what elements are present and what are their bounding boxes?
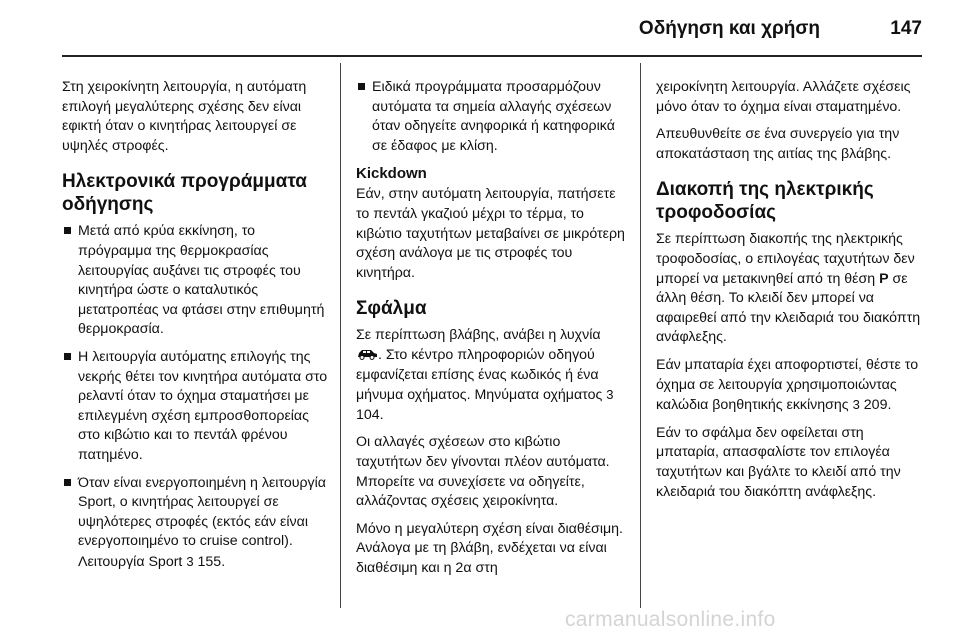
page-reference[interactable]: 155. bbox=[197, 553, 226, 570]
column-1 bbox=[62, 78, 332, 580]
section-heading-power-failure: Διακοπή της ηλεκτρικής τροφοδοσίας bbox=[656, 179, 874, 224]
program-list-continued bbox=[356, 78, 626, 156]
battery-paragraph bbox=[656, 356, 926, 416]
column-divider bbox=[340, 63, 341, 608]
column-2 bbox=[356, 78, 626, 586]
program-list bbox=[62, 222, 332, 572]
bullet-square bbox=[64, 353, 71, 360]
continued-paragraph: χειροκίνητη λειτουργία. Αλλάζετε σχέσεις μόνο όταν το όχημα είναι σταματημένο. bbox=[656, 79, 911, 115]
power-text-b: σε άλλη θέση. Το κλειδί δεν μπορεί να αφαιρεθεί από την κλειδαριά του διακόπτη ανάφλεξης. bbox=[656, 270, 921, 346]
list-item-text: Όταν είναι ενεργοποιημένη η λειτουργία Sport, ο κινητήρας λειτουργεί σε υψηλότερες στροφές (εκτός εάν είναι ενεργοποιημένο το cruise control). Λειτουργία Sport bbox=[78, 474, 327, 570]
section-heading-programs: Ηλεκτρονικά προγράμματα οδήγησης bbox=[62, 171, 307, 216]
bullet-square bbox=[64, 227, 71, 234]
bullet-square bbox=[358, 83, 365, 90]
page-header-title: Οδήγηση και χρήση bbox=[638, 18, 820, 39]
list-item-text: Ειδικά προγράμματα προσαρμόζουν αυτόματα τα σημεία αλλαγής σχέσεων όταν οδηγείτε ανηφορικά ή κατηφορικά σε έδαφος με κλίση. bbox=[372, 79, 615, 154]
fault-paragraph bbox=[356, 326, 626, 425]
page-header bbox=[0, 0, 960, 48]
page-reference[interactable]: 209. bbox=[863, 397, 892, 414]
page-number: 147 bbox=[890, 18, 922, 39]
list-item-text: Η λειτουργία αυτόματης επιλογής της νεκρής θέτει τον κινητήρα αυτόματα στο ρελαντί όταν το όχημα σταματήσει με επιλεγμένη σχέση εμπροσθοπορείας στο κιβώτιο και το πεντάλ φρένου πατημένο. bbox=[78, 348, 328, 463]
workshop-paragraph: Απευθυνθείτε σε ένα συνεργείο για την αποκατάσταση της αιτίας της βλάβης. bbox=[656, 126, 900, 162]
list-item bbox=[62, 474, 332, 573]
list-item-text: Μετά από κρύα εκκίνηση, το πρόγραμμα της θερμοκρασίας λειτουργίας αυξάνει τις στροφές του κινητήρα ώστε ο καταλυτικός μετατροπέας να φτάσει στην επιθυμητή θερμοκρασία. bbox=[78, 223, 325, 338]
header-rule bbox=[62, 55, 922, 57]
section-heading-fault: Σφάλμα bbox=[356, 298, 427, 320]
watermark: carmanualsonline.info bbox=[565, 608, 776, 631]
page-reference-icon[interactable]: 3 bbox=[186, 553, 194, 569]
list-item bbox=[62, 348, 332, 466]
column-divider bbox=[640, 63, 641, 608]
fault-text-a: Σε περίπτωση βλάβης, ανάβει η λυχνία bbox=[356, 327, 601, 344]
bullet-square bbox=[64, 479, 71, 486]
car-fault-icon bbox=[356, 348, 378, 360]
page-reference[interactable]: 104. bbox=[356, 406, 384, 423]
page-reference-icon[interactable]: 3 bbox=[606, 387, 614, 403]
intro-paragraph: Στη χειροκίνητη λειτουργία, η αυτόματη επιλογή μεγαλύτερης σχέσης δεν είναι εφικτή όταν ο κινητήρας λειτουργεί σε υψηλές στροφές. bbox=[62, 79, 307, 154]
column-3 bbox=[656, 78, 926, 510]
page-reference-icon[interactable]: 3 bbox=[852, 397, 860, 413]
power-text-a: Σε περίπτωση διακοπής της ηλεκτρικής τροφοδοσίας, ο επιλογέας ταχυτήτων δεν μπορεί να μετακινηθεί από τη θέση bbox=[656, 231, 915, 287]
park-position-label: P bbox=[879, 270, 889, 287]
unlock-paragraph: Εάν το σφάλμα δεν οφείλεται στη μπαταρία, απασφαλίστε τον επιλογέα ταχυτήτων και βγάλτε το κλειδί από την κλειδαριά του διακόπτη ανάφλεξης. bbox=[656, 424, 901, 500]
fault-paragraph-3: Μόνο η μεγαλύτερη σχέση είναι διαθέσιμη. Ανάλογα με τη βλάβη, ενδέχεται να είναι διαθέσιμη και η 2α στη bbox=[356, 520, 623, 576]
fault-text-b: . Στο κέντρο πληροφοριών οδηγού εμφανίζεται επίσης ένας κωδικός ή ένα μήνυμα οχήματος. Μηνύματα οχήματος bbox=[356, 346, 603, 404]
power-failure-paragraph bbox=[656, 230, 926, 348]
list-item bbox=[62, 222, 332, 340]
fault-paragraph-2: Οι αλλαγές σχέσεων στο κιβώτιο ταχυτήτων δεν γίνονται πλέον αυτόματα. Μπορείτε να συνεχίσετε να οδηγείτε, αλλάζοντας σχέσεις χειροκίνητα. bbox=[356, 434, 610, 510]
kickdown-paragraph: Εάν, στην αυτόματη λειτουργία, πατήσετε το πεντάλ γκαζιού μέχρι το τέρμα, το κιβώτιο ταχυτήτων μεταβαίνει σε μικρότερη σχέση ανάλογα με τις στροφές του κινητήρα. bbox=[356, 186, 625, 281]
battery-text: Εάν μπαταρία έχει αποφορτιστεί, θέστε το όχημα σε λειτουργία χρησιμοποιώντας καλώδια βοηθητικής εκκίνησης bbox=[656, 356, 919, 414]
section-heading-kickdown: Kickdown bbox=[356, 165, 427, 183]
list-item bbox=[356, 78, 626, 156]
